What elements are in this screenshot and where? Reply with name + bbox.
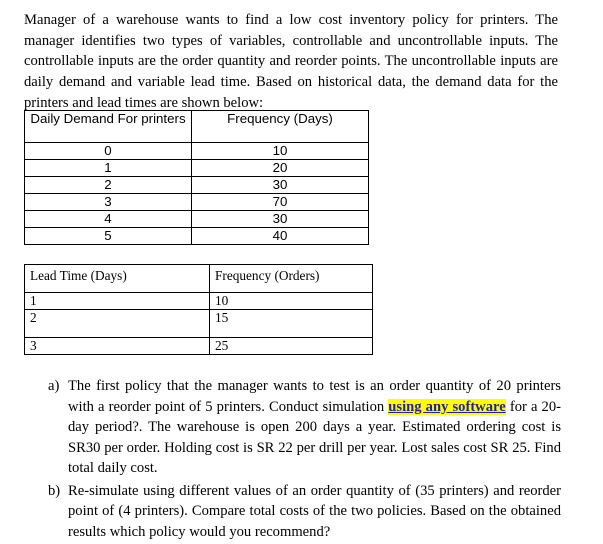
demand-cell: 4 bbox=[25, 211, 192, 228]
question-a bbox=[24, 376, 561, 479]
lead-cell: 1 bbox=[25, 293, 210, 310]
question-a-text-before: The first policy that the manager wants to test is an order quantity of 20 printers with a reorder point of 5 printers. Conduct simulation bbox=[68, 378, 561, 415]
frequency-cell: 10 bbox=[210, 293, 373, 310]
question-b-text: Re-simulate using different values of an order quantity of (35 printers) and reorder point of (4 printers). Compare total costs of the two policies. Based on the obtained results which policy would you recommend? bbox=[68, 482, 561, 540]
demand-frequency-table bbox=[24, 110, 369, 245]
question-a-text-after: for a 20-day period?. The warehouse is open 200 days a year. Estimated ordering cost is SR30 per order. Holding cost is SR 22 per drill per year. Lost sales cost SR 25. Find total daily cost. bbox=[68, 398, 561, 476]
frequency-cell: 25 bbox=[210, 338, 373, 355]
table-header-row bbox=[25, 265, 373, 293]
header-daily-demand: Daily Demand For printers bbox=[25, 111, 192, 143]
highlighted-phrase: using any software bbox=[388, 398, 506, 415]
header-frequency-orders: Frequency (Orders) bbox=[210, 265, 373, 293]
demand-cell: 1 bbox=[25, 160, 192, 177]
lead-time-table bbox=[24, 264, 373, 355]
table-row bbox=[25, 211, 369, 228]
table-row bbox=[25, 310, 373, 338]
frequency-cell: 15 bbox=[210, 310, 373, 338]
lead-cell: 3 bbox=[25, 338, 210, 355]
question-b-marker: b) bbox=[48, 482, 61, 499]
table-row bbox=[25, 143, 369, 160]
intro-paragraph: Manager of a warehouse wants to find a low cost inventory policy for printers. The manager identifies two types of variables, controllable and uncontrollable inputs. The controllable inputs are the order quantity and reorder points. The uncontrollable inputs are daily demand and variable lead time. Based on historical data, the demand data for the printers and lead times are shown below: bbox=[24, 12, 558, 111]
frequency-cell: 10 bbox=[192, 143, 369, 160]
table-row bbox=[25, 228, 369, 245]
table-row bbox=[25, 160, 369, 177]
frequency-cell: 70 bbox=[192, 194, 369, 211]
header-lead-time: Lead Time (Days) bbox=[25, 265, 210, 293]
header-frequency-days: Frequency (Days) bbox=[192, 111, 369, 143]
demand-cell: 3 bbox=[25, 194, 192, 211]
demand-cell: 0 bbox=[25, 143, 192, 160]
lead-cell: 2 bbox=[25, 310, 210, 338]
frequency-cell: 40 bbox=[192, 228, 369, 245]
demand-cell: 2 bbox=[25, 177, 192, 194]
frequency-cell: 30 bbox=[192, 211, 369, 228]
question-a-marker: a) bbox=[48, 378, 60, 394]
demand-cell: 5 bbox=[25, 228, 192, 245]
frequency-cell: 30 bbox=[192, 177, 369, 194]
table-header-row bbox=[25, 111, 369, 143]
question-b bbox=[24, 481, 561, 543]
table-row bbox=[25, 293, 373, 310]
question-list bbox=[24, 376, 561, 544]
frequency-cell: 20 bbox=[192, 160, 369, 177]
table-row bbox=[25, 338, 373, 355]
table-row bbox=[25, 177, 369, 194]
table-row bbox=[25, 194, 369, 211]
